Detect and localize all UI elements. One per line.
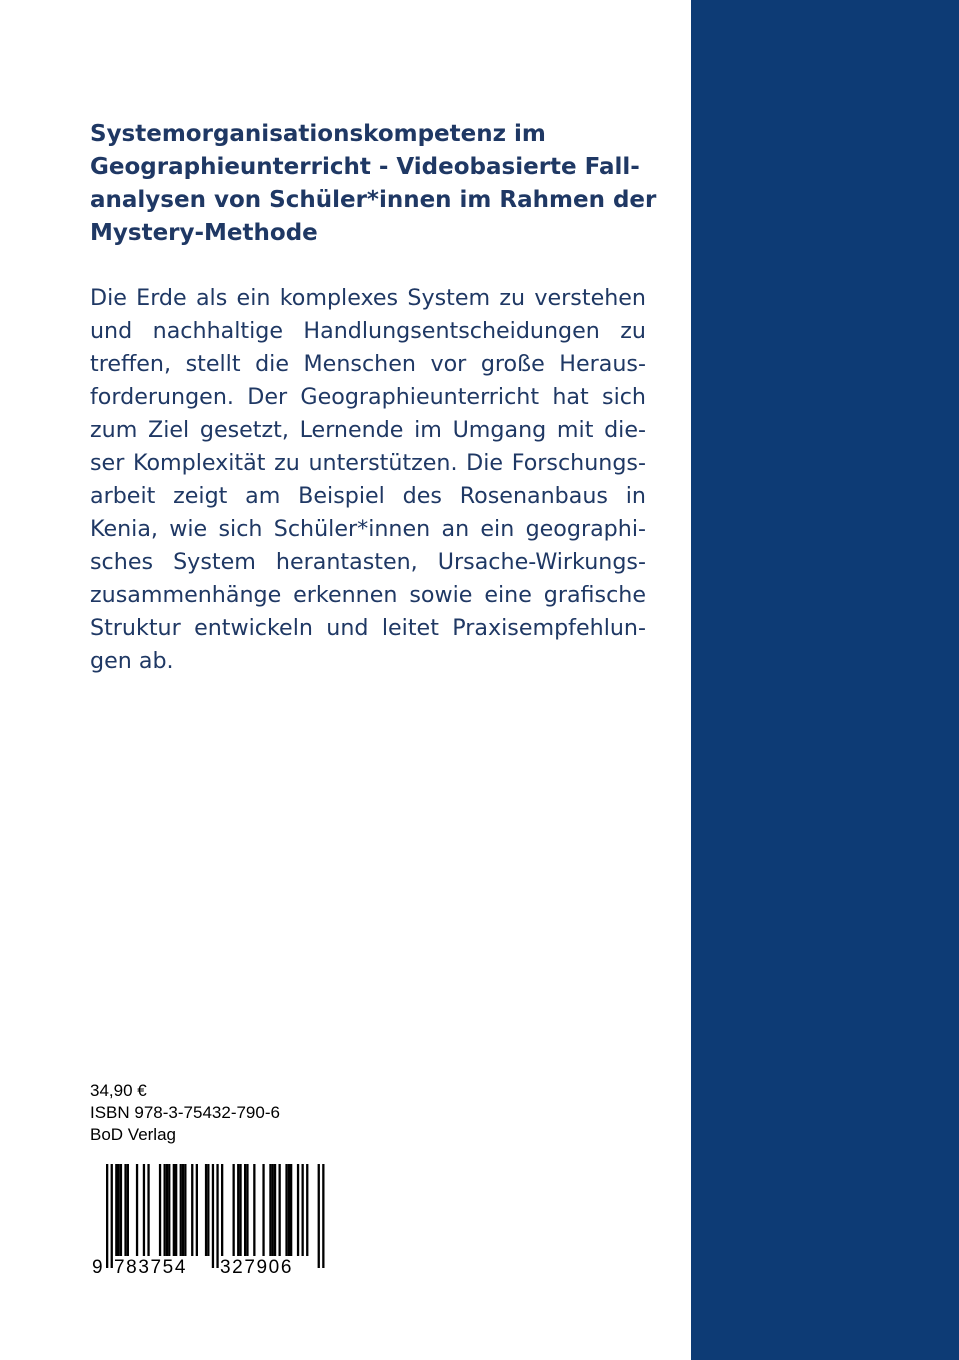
barcode-bar <box>166 1164 168 1256</box>
barcode-bar <box>159 1164 161 1256</box>
blurb-line: Die Erde als ein komplexes System zu verstehen <box>90 285 646 311</box>
barcode-bar <box>288 1164 290 1256</box>
blurb-line: arbeit zeigt am Beispiel des Rosenanbaus in <box>90 483 646 509</box>
barcode-digits-left: 783754 <box>114 1257 188 1278</box>
barcode-bar <box>124 1164 126 1256</box>
barcode-guard-bar <box>322 1164 324 1268</box>
barcode-bar <box>269 1164 271 1256</box>
barcode-digit-first: 9 <box>92 1257 103 1278</box>
barcode-bar <box>272 1164 274 1256</box>
blurb-line: forderungen. Der Geographieunterricht hat sich <box>90 384 646 410</box>
barcode-bar <box>239 1164 241 1256</box>
barcode-bar <box>136 1164 138 1256</box>
publisher: BoD Verlag <box>90 1125 176 1144</box>
blurb <box>90 282 646 678</box>
blurb-line: zum Ziel gesetzt, Lernende im Umgang mit die- <box>90 417 646 443</box>
barcode-bar <box>253 1164 255 1256</box>
blurb-line: gen ab. <box>90 648 174 674</box>
blurb-line: ser Komplexität zu unterstützen. Die Forschungs- <box>90 450 646 476</box>
blurb-line: treffen, stellt die Menschen vor große Heraus- <box>90 351 646 377</box>
isbn: ISBN 978-3-75432-790-6 <box>90 1103 280 1122</box>
barcode-bar <box>302 1164 304 1256</box>
barcode-bar <box>182 1164 184 1256</box>
barcode-bar <box>143 1164 145 1256</box>
barcode-bar <box>306 1164 308 1256</box>
spine-band <box>691 0 959 1360</box>
book-title-line: Geographieunterricht - Videobasierte Fall- <box>90 154 640 180</box>
barcode-bar <box>237 1164 239 1256</box>
barcode-bar <box>168 1164 170 1256</box>
barcode-bar <box>244 1164 246 1256</box>
blurb-line: zusammenhänge erkennen sowie eine grafische <box>90 582 646 608</box>
barcode-bar <box>207 1164 209 1256</box>
barcode-guard-bar <box>106 1164 108 1268</box>
book-title <box>90 118 660 250</box>
book-info <box>90 1080 280 1146</box>
book-title-line: Mystery-Methode <box>90 220 318 246</box>
barcode-bar <box>279 1164 281 1256</box>
blurb-line: Struktur entwickeln und leitet Praxisempfehlun- <box>90 615 646 641</box>
barcode-guard-bar <box>212 1164 214 1268</box>
barcode-bar <box>180 1164 182 1256</box>
barcode-bar <box>147 1164 149 1256</box>
isbn-barcode <box>90 1162 335 1282</box>
barcode-bar <box>127 1164 129 1256</box>
barcode-guard-bar <box>216 1164 218 1268</box>
barcode-bar <box>184 1164 186 1256</box>
blurb-line: und nachhaltige Handlungsentscheidungen zu <box>90 318 646 344</box>
barcode-digits <box>90 1257 335 1282</box>
barcode-bar <box>115 1164 117 1256</box>
price: 34,90 € <box>90 1081 147 1100</box>
barcode-bar <box>196 1164 198 1256</box>
barcode-bar <box>297 1164 299 1256</box>
barcode-bar <box>221 1164 223 1256</box>
barcode-guard-bar <box>111 1164 113 1268</box>
barcode-bar <box>274 1164 276 1256</box>
barcode-bar <box>205 1164 207 1256</box>
barcode-digits-right: 327906 <box>220 1257 294 1278</box>
barcode-bar <box>233 1164 235 1256</box>
barcode-guard-bar <box>318 1164 320 1268</box>
barcode-bar <box>262 1164 264 1256</box>
barcode-bar <box>246 1164 248 1256</box>
book-title-line: analysen von Schüler*innen im Rahmen der <box>90 187 657 213</box>
blurb-line: Kenia, wie sich Schüler*innen an ein geographi- <box>90 516 646 542</box>
barcode-bar <box>175 1164 177 1256</box>
barcode-bar <box>164 1164 166 1256</box>
barcode-bar <box>290 1164 292 1256</box>
barcode-bar <box>173 1164 175 1256</box>
book-title-line: Systemorganisationskompetenz im <box>90 121 546 147</box>
barcode-bar <box>191 1164 193 1256</box>
barcode-bar <box>118 1164 120 1256</box>
barcode-bar <box>285 1164 287 1256</box>
barcode-bar <box>120 1164 122 1256</box>
blurb-line: sches System herantasten, Ursache-Wirkungs- <box>90 549 646 575</box>
